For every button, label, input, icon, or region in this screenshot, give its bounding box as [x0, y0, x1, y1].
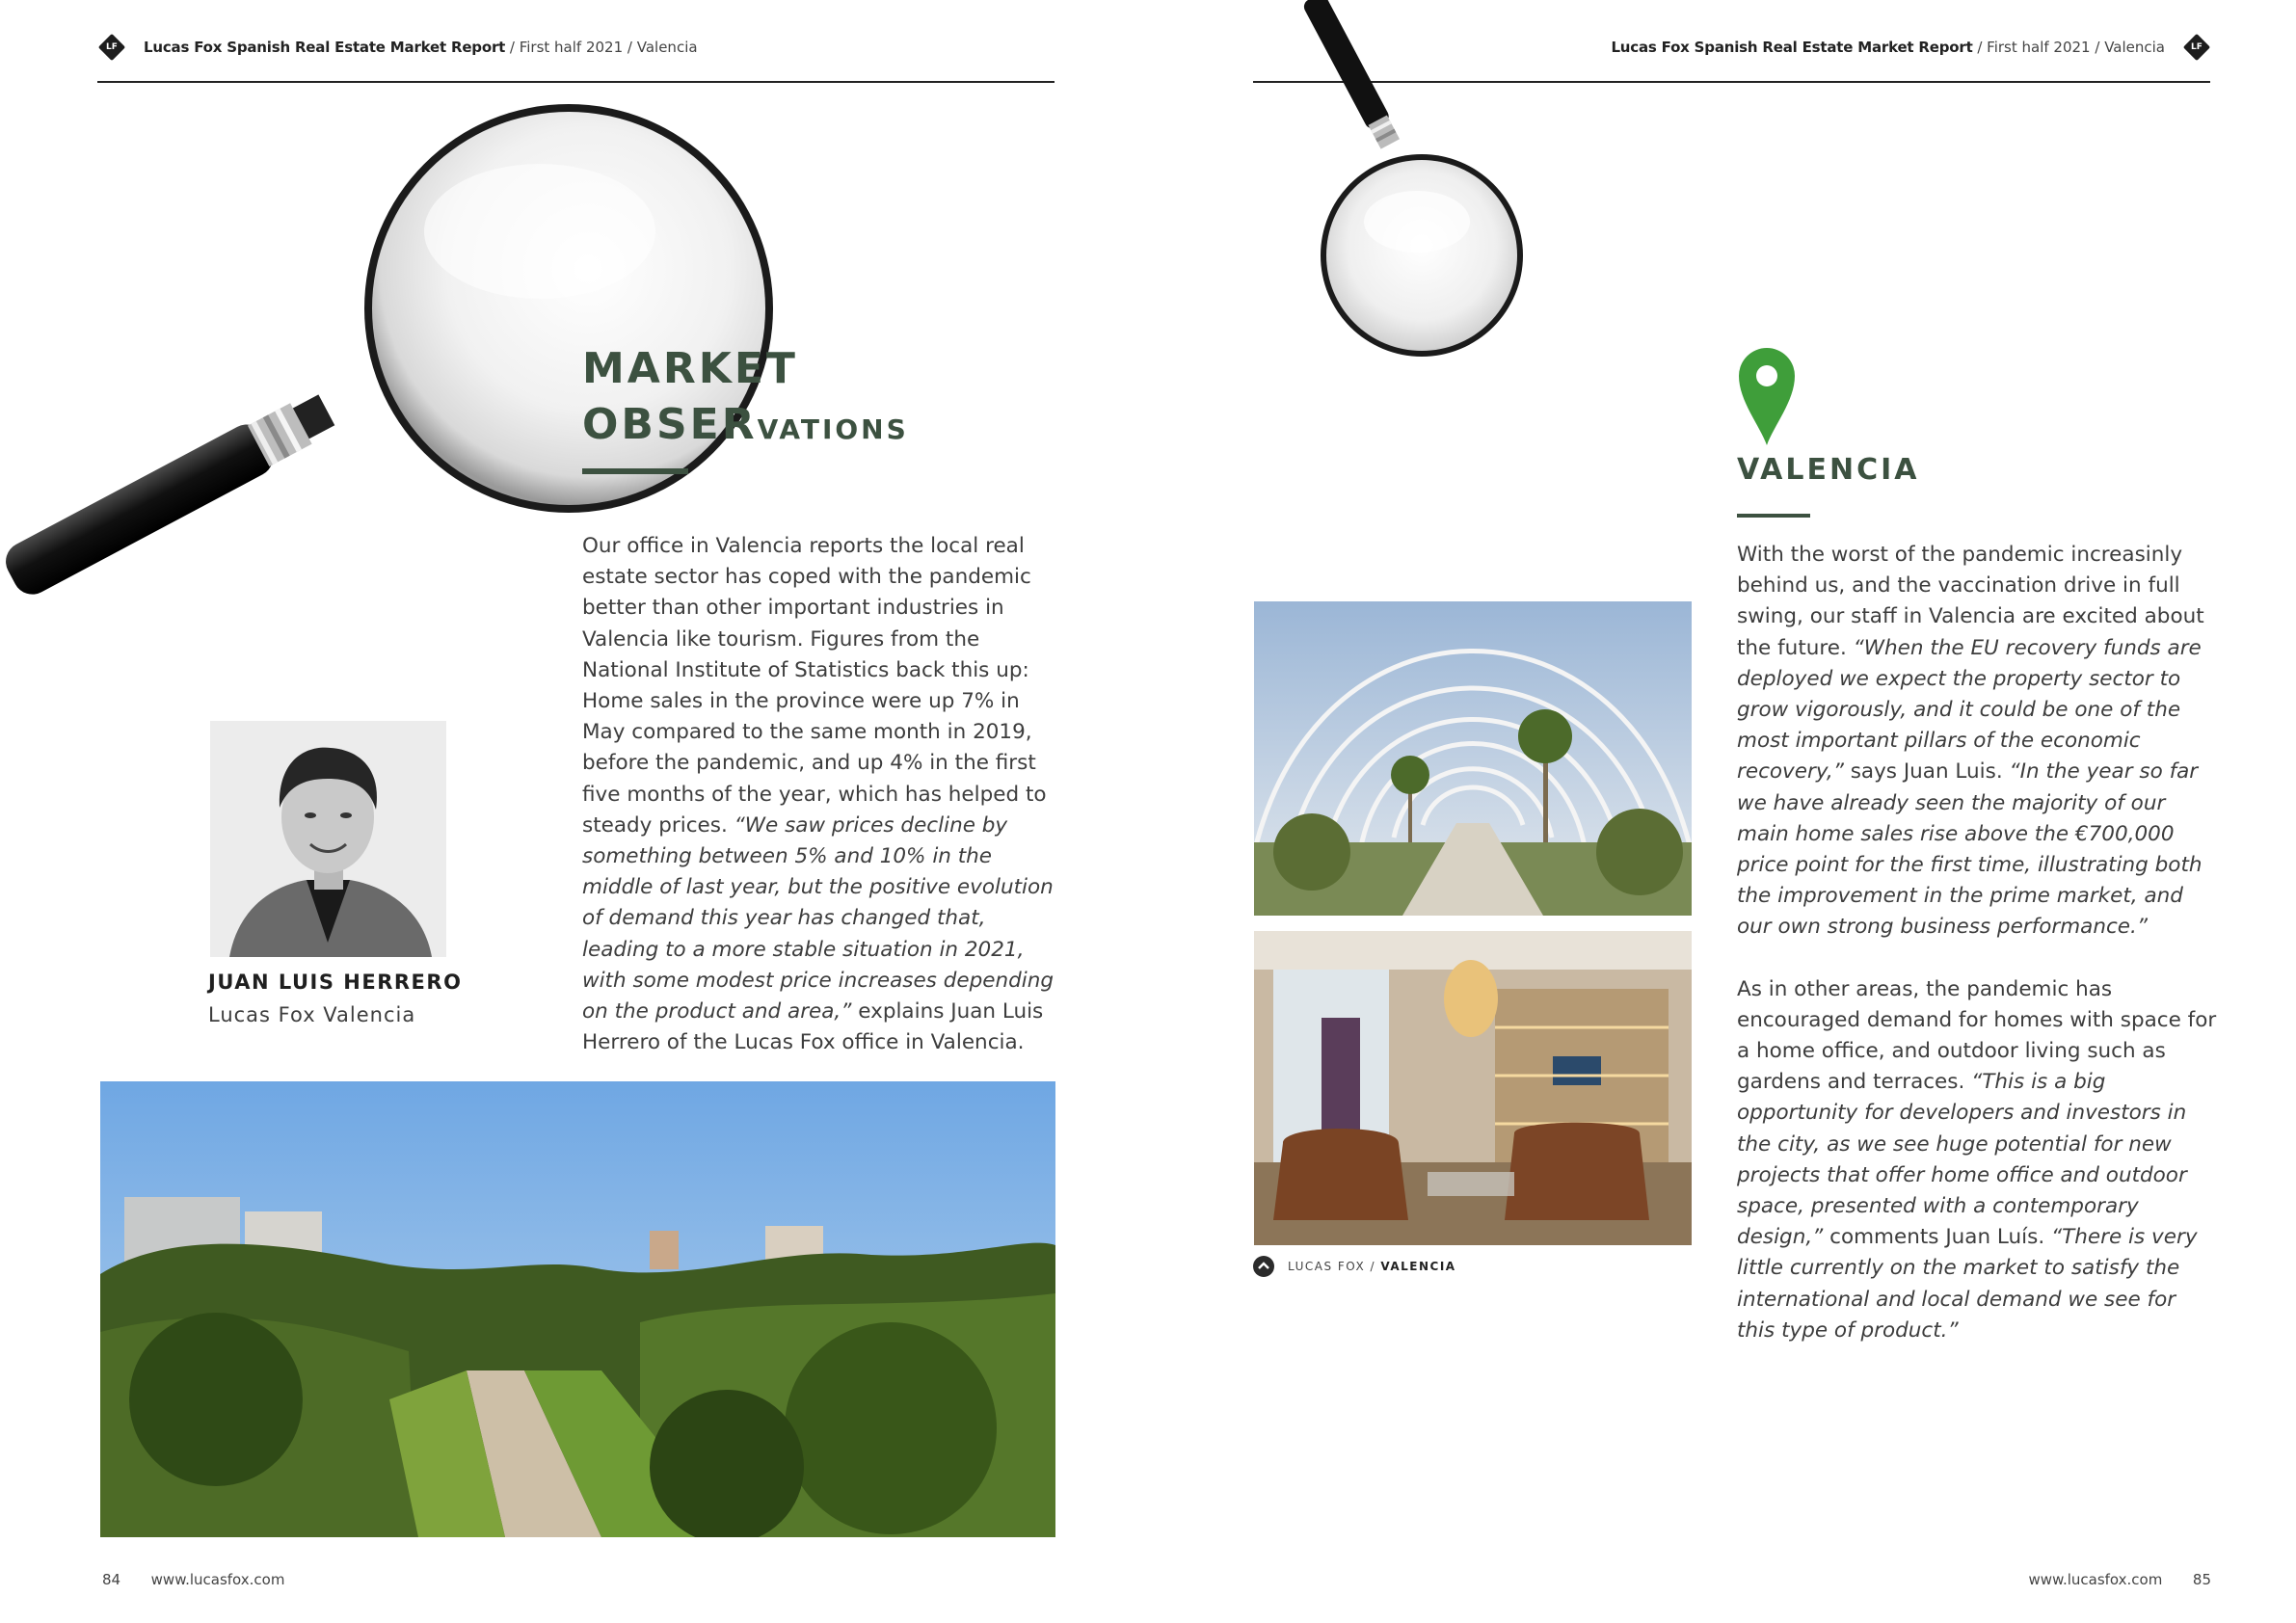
right-footer	[2029, 1571, 2211, 1588]
left-header-rule	[97, 81, 1055, 83]
report-title: Lucas Fox Spanish Real Estate Market Report	[144, 39, 506, 56]
left-header: LF Lucas Fox Spanish Real Estate Market Report / First half 2021 / Valencia	[97, 33, 698, 62]
market-title-line2: OBSERVATIONS	[582, 400, 909, 449]
lucas-fox-logo-icon: LF	[97, 33, 126, 62]
valencia-text: With the worst of the pandemic increasinly behind us, and the vaccination drive in full swing, our staff in Valencia are excited about the future. “When the EU recovery funds are deployed we expect the property sector to grow vigorously, and it could be one of the most important pillars of the economic recovery,” says Juan Luis. “In the year so far we have already seen the majority of our main home sales rise above the €700,000 price point for the first time, illustrating both the improvement in the prime market, and our own strong business performance.” As in other areas, the pandemic has encouraged demand for homes with space for a home office, and outdoor living such as gardens and terraces. “This is a big opportunity for developers and investors in the city, as we see huge potential for new projects that offer home office and outdoor space, presented with a contemporary design,” comments Juan Luís. “There is very little currently on the market to satisfy the international and local demand we see for this type of product.”	[1737, 543, 2217, 1343]
title-accent-bar	[582, 468, 688, 474]
report-title-right: Lucas Fox Spanish Real Estate Market Report	[1611, 39, 1973, 56]
caption-brand: LUCAS FOX	[1288, 1260, 1366, 1273]
page-number-left: 84	[102, 1571, 121, 1588]
umbracle-arches-photo	[1254, 601, 1692, 916]
website-right: www.lucasfox.com	[2028, 1571, 2163, 1588]
page-number-right: 85	[2192, 1571, 2211, 1588]
lucas-fox-logo-icon-right: LF	[2182, 33, 2211, 62]
office-lounge-photo	[1254, 931, 1692, 1245]
small-magnifying-glass-illustration	[1272, 0, 1542, 366]
portrait-photo	[210, 721, 446, 957]
left-footer	[102, 1571, 284, 1588]
website-left: www.lucasfox.com	[150, 1571, 285, 1588]
park-photo	[100, 1081, 1055, 1537]
person-role: Lucas Fox Valencia	[208, 1003, 416, 1026]
right-header: Lucas Fox Spanish Real Estate Market Report / First half 2021 / Valencia LF	[1611, 33, 2211, 62]
market-title-line1: MARKET	[582, 344, 798, 393]
chevron-up-circle-icon	[1253, 1256, 1274, 1277]
valencia-accent-bar	[1737, 514, 1810, 518]
location-pin-icon	[1737, 345, 1797, 447]
report-period: First half 2021	[519, 39, 624, 56]
valencia-title: VALENCIA	[1737, 453, 1920, 487]
person-name: JUAN LUIS HERRERO	[208, 971, 463, 994]
report-location: Valencia	[636, 39, 698, 56]
market-observations-text: Our office in Valencia reports the local real estate sector has coped with the pandemic better than other important industries in Valencia like tourism. Figures from the National Institute of Statistics back this up: Home sales in the province were up 7% in May compared to the same month in 2019, before the pandemic, and up 4% in the first five months of the year, which has helped to steady prices. “We saw prices decline by something between 5% and 10% in the middle of last year, but the positive evolution of demand this year has changed that, leading to a more stable situation in 2021, with some modest price increases depending on the product and area,” explains Juan Luis Herrero of the Lucas Fox office in Valencia.	[582, 534, 1054, 1055]
caption-city: VALENCIA	[1380, 1260, 1456, 1273]
photo-caption: LUCAS FOX / VALENCIA	[1253, 1256, 1456, 1277]
